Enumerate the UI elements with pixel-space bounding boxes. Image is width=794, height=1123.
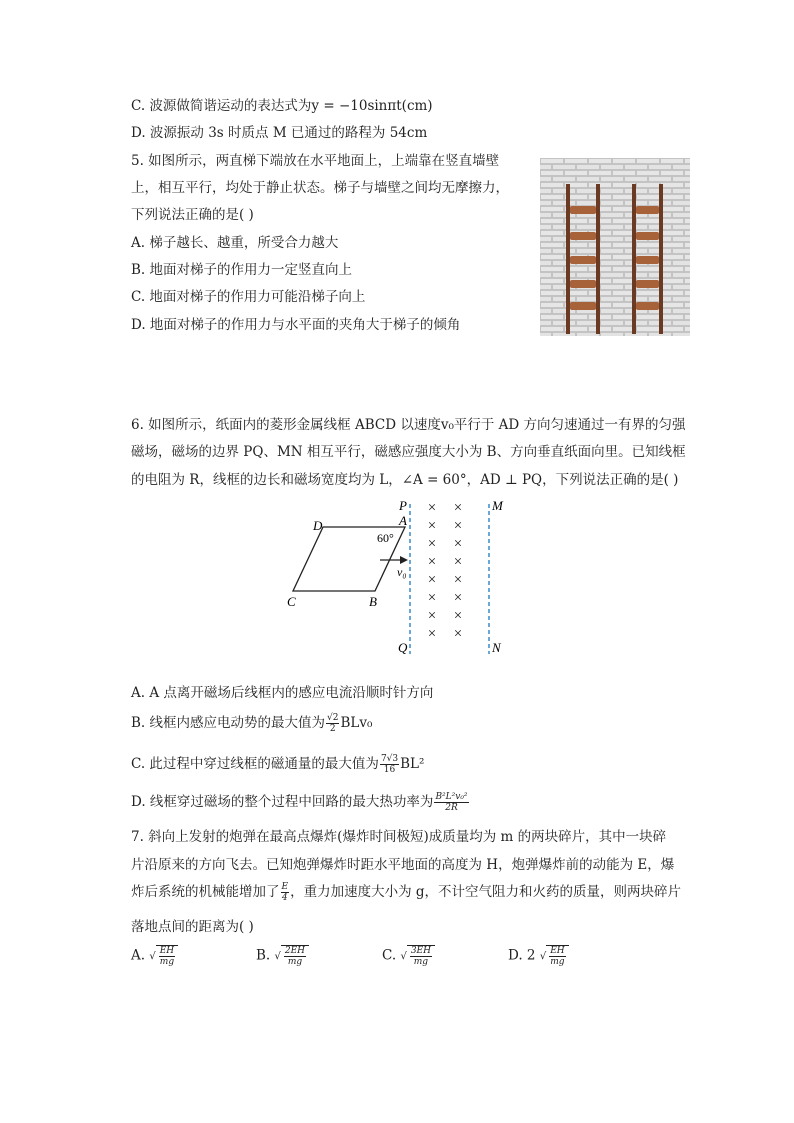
q6-stem-line2: 磁场，磁场的边界 PQ、MN 相互平行，磁感应强度大小为 B、方向垂直纸面向里。已知线框 bbox=[131, 444, 686, 460]
field-cross: × bbox=[453, 572, 463, 588]
q5-option-d: D. 地面对梯子的作用力与水平面的夹角大于梯子的倾角 bbox=[131, 317, 461, 333]
q7-stem-line3-text: 炸后系统的机械能增加了 bbox=[131, 884, 280, 900]
q7-stem-fraction bbox=[281, 882, 290, 903]
label-a: A bbox=[399, 513, 407, 528]
q6-option-d bbox=[131, 791, 470, 813]
label-q: Q bbox=[398, 640, 408, 655]
field-cross: × bbox=[453, 590, 463, 606]
q6-option-b-text: B. 线框内感应电动势的最大值为 bbox=[131, 715, 326, 731]
q5-stem-line2: 上，相互平行，均处于静止状态。梯子与墙壁之间均无摩擦力， bbox=[131, 180, 509, 196]
field-cross: × bbox=[427, 536, 437, 552]
fraction-denominator: 16 bbox=[383, 765, 396, 775]
field-cross: × bbox=[453, 554, 463, 570]
fraction-numerator: E bbox=[281, 882, 289, 892]
label-p: P bbox=[399, 498, 407, 513]
fraction-numerator: 3EH bbox=[410, 946, 431, 956]
q7-stem-line1: 7. 斜向上发射的炮弹在最高点爆炸(爆炸时间极短)成质量均为 m 的两块碎片，其中一块碎 bbox=[131, 829, 667, 845]
label-n: N bbox=[492, 640, 501, 655]
fraction-denominator: 2R bbox=[445, 803, 458, 813]
fraction-denominator: mg bbox=[287, 957, 303, 967]
q7-option-d bbox=[508, 945, 569, 967]
option-label: B. bbox=[256, 947, 271, 964]
q7-option-c bbox=[382, 945, 435, 967]
ladder-wall-figure bbox=[540, 158, 690, 336]
label-c: C bbox=[287, 594, 296, 609]
q6-option-b-fraction bbox=[326, 713, 339, 734]
q6-option-d-fraction bbox=[434, 792, 468, 813]
field-cross: × bbox=[453, 536, 463, 552]
fraction-numerator: B²L²v₀² bbox=[435, 792, 468, 802]
q6-option-b-tail: BLv₀ bbox=[340, 715, 373, 731]
fraction-numerator: √2 bbox=[327, 713, 339, 723]
fraction-denominator: 2 bbox=[329, 724, 336, 734]
q6-option-c-tail: BL² bbox=[400, 756, 425, 772]
field-cross: × bbox=[453, 500, 463, 516]
fraction-numerator: EH bbox=[550, 946, 565, 956]
q6-stem-line3: 的电阻为 R，线框的边长和磁场宽度均为 L，∠A = 60°，AD ⊥ PQ，下列说法正确的是( ) bbox=[131, 472, 679, 488]
q6-option-c-fraction bbox=[380, 754, 399, 775]
field-cross: × bbox=[427, 500, 437, 516]
field-cross: × bbox=[427, 554, 437, 570]
field-cross: × bbox=[427, 608, 437, 624]
q6-option-b bbox=[131, 712, 372, 734]
q7-stem-line3 bbox=[131, 879, 681, 905]
fraction-denominator: mg bbox=[159, 957, 175, 967]
label-d: D bbox=[313, 518, 323, 533]
q6-option-d-text: D. 线框穿过磁场的整个过程中回路的最大热功率为 bbox=[131, 794, 434, 810]
field-cross: × bbox=[453, 626, 463, 642]
field-cross: × bbox=[453, 518, 463, 534]
q4-option-c: C. 波源做简谐运动的表达式为y = −10sinπt(cm) bbox=[131, 98, 433, 114]
q7-stem-line2: 片沿原来的方向飞去。已知炮弹爆炸时距水平地面的高度为 H，炮弹爆炸前的动能为 E，爆 bbox=[131, 857, 675, 873]
q4-option-d: D. 波源振动 3s 时质点 M 已通过的路程为 54cm bbox=[131, 125, 428, 141]
field-crosses bbox=[428, 500, 462, 642]
fraction-denominator: 4 bbox=[281, 893, 288, 903]
q5-option-a: A. 梯子越长、越重，所受合力越大 bbox=[131, 235, 339, 251]
q7-stem-line4: 落地点间的距离为( ) bbox=[131, 919, 254, 935]
q6-option-c bbox=[131, 753, 424, 775]
label-b: B bbox=[369, 594, 377, 609]
q6-option-c-text: C. 此过程中穿过线框的磁通量的最大值为 bbox=[131, 756, 379, 772]
option-label: D. 2 bbox=[508, 947, 536, 964]
q6-stem-line1: 6. 如图所示，纸面内的菱形金属线框 ABCD 以速度v₀平行于 AD 方向匀速通过一有界的匀强 bbox=[131, 417, 686, 433]
q5-option-c: C. 地面对梯子的作用力可能沿梯子向上 bbox=[131, 289, 366, 305]
field-cross: × bbox=[427, 518, 437, 534]
option-label: C. bbox=[382, 947, 397, 964]
option-label: A. bbox=[131, 947, 146, 964]
fraction-denominator: mg bbox=[413, 957, 429, 967]
sqrt-icon: √ $\frac{EH}{mg}$ bbox=[149, 945, 178, 967]
q5-stem-line1: 5. 如图所示，两直梯下端放在水平地面上，上端靠在竖直墙壁 bbox=[131, 153, 500, 169]
q5-option-b: B. 地面对梯子的作用力一定竖直向上 bbox=[131, 262, 353, 278]
q7-option-a bbox=[131, 945, 178, 967]
q6-option-a: A. A 点离开磁场后线框内的感应电流沿顺时针方向 bbox=[131, 685, 434, 701]
rhombus-field-figure bbox=[280, 494, 530, 659]
brick-wall bbox=[540, 158, 690, 336]
label-velocity: v₀ bbox=[397, 565, 407, 579]
fraction-numerator: 2EH bbox=[284, 946, 306, 956]
fraction-numerator: EH bbox=[159, 946, 175, 956]
sqrt-icon: √ $\frac{3EH}{mg}$ bbox=[400, 945, 435, 967]
sqrt-icon: √ $\frac{2EH}{mg}$ bbox=[275, 945, 310, 967]
q7-stem-line3-tail: ，重力加速度大小为 g，不计空气阻力和火药的质量，则两块碎片 bbox=[290, 884, 682, 900]
field-cross: × bbox=[427, 626, 437, 642]
q5-stem-line3: 下列说法正确的是( ) bbox=[131, 207, 254, 223]
label-angle: 60° bbox=[377, 531, 394, 545]
fraction-numerator: 7√3 bbox=[380, 754, 399, 764]
field-cross: × bbox=[427, 590, 437, 606]
q7-option-b bbox=[256, 945, 309, 967]
field-cross: × bbox=[453, 608, 463, 624]
fraction-denominator: mg bbox=[550, 957, 565, 967]
label-m: M bbox=[492, 498, 503, 513]
sqrt-icon: √ $\frac{EH}{mg}$ bbox=[540, 945, 569, 967]
velocity-arrowhead bbox=[400, 556, 408, 564]
field-cross: × bbox=[427, 572, 437, 588]
